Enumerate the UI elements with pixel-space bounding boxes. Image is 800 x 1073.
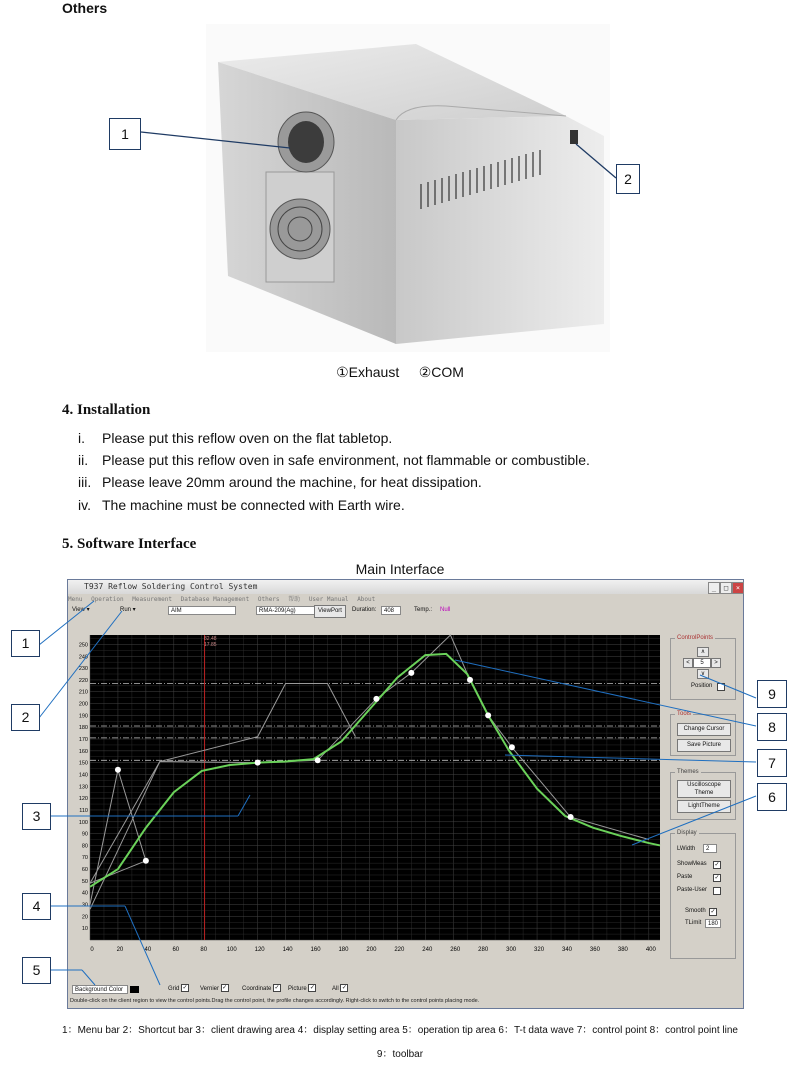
background-color-swatch[interactable] [130,986,139,993]
paste-user-label: Paste-User [677,887,708,893]
grid-option[interactable] [168,984,189,994]
menu-item-others[interactable]: Others [257,596,280,603]
y-tick-label: 120 [78,796,88,803]
coordinate-option[interactable] [242,984,281,994]
profile-select[interactable]: RMA-209(Ag) [256,606,322,615]
y-tick-label: 10 [81,926,88,933]
photo-caption [0,364,800,381]
x-tick-label: 100 [226,947,237,953]
vernier-option[interactable] [200,984,229,994]
legend-line-1: 1：Menu bar 2：Shortcut bar 3：client drawing area 4：display setting area 5：operation tip area 6：T-t data wave 7：control point 8：control point line [62,1025,738,1036]
coordinate-label: Coordinate [242,986,272,992]
x-tick-label: 380 [617,947,628,953]
vernier-label: Vernier [200,986,220,992]
y-tick-label: 110 [79,807,88,814]
view-dropdown[interactable]: View ▾ [72,607,90,613]
installation-item [78,497,405,513]
control-point [315,757,321,763]
title-bar [68,580,743,594]
y-tick-label: 190 [78,713,88,720]
caption-exhaust: ①Exhaust [336,364,400,380]
item-number: i. [78,430,85,446]
paste-checkbox[interactable]: ✓ [714,875,720,881]
cursor-readout [204,636,217,648]
x-tick-label: 60 [172,947,180,953]
control-point [467,677,473,683]
view-label: View [72,607,85,613]
temp-label: Temp.: [414,607,433,613]
app-window [67,579,744,1009]
annotation-9: 9 [757,680,787,708]
y-tick-label: 50 [81,878,88,885]
control-point [408,670,414,676]
control-point [115,767,121,773]
y-tick-label: 30 [81,902,88,909]
cursor-readout-y: 17.85 [204,642,217,648]
main-interface-title: Main Interface [355,561,445,577]
menu-bar [68,595,743,605]
vernier-checkbox[interactable]: ✓ [222,985,228,992]
y-tick-label: 60 [81,867,88,874]
y-tick-label: 140 [78,772,88,779]
tools-label: Tools [677,711,692,717]
lwidth-label: LWidth [677,846,696,852]
x-tick-label: 160 [310,947,321,953]
annotation-1: 1 [11,630,40,657]
legend-line-2: 9：toolbar [376,1049,424,1060]
lwidth-input[interactable]: 2 [703,844,717,853]
viewport-button[interactable]: ViewPort [314,605,346,618]
menu-item-measurement[interactable]: Measurement [132,596,172,603]
cursor-readout-x: 82.48 [204,636,217,642]
x-tick-label: 360 [589,947,600,953]
annotation-8: 8 [757,713,787,741]
annotation-7: 7 [757,749,787,777]
annotation-4: 4 [22,893,51,920]
x-tick-label: 140 [282,947,293,953]
x-tick-label: 220 [394,947,405,953]
cp-index-field[interactable]: 5 [693,658,711,668]
annotation-3: 3 [22,803,51,830]
control-point-line [90,683,355,909]
showmeas-checkbox[interactable]: ✓ [714,862,720,868]
menu-item-menu[interactable]: Menu [68,596,83,603]
picture-checkbox[interactable]: ✓ [309,985,315,992]
menu-item-help[interactable]: 帮助 [288,596,301,603]
installation-item [78,474,482,490]
y-tick-label: 160 [78,748,88,755]
y-tick-label: 70 [81,855,88,862]
annotation-6: 6 [757,783,787,811]
x-tick-label: 0 [90,947,94,953]
menu-item-database[interactable]: Database Management [180,596,250,603]
installation-item [78,452,590,468]
x-tick-label: 180 [338,947,349,953]
reflow-chart [90,635,660,940]
photo-callout-1: 1 [109,118,141,150]
item-number: iii. [78,474,92,490]
heading-others: Others [62,0,108,16]
close-button[interactable]: × [732,582,744,594]
x-tick-label: 280 [478,947,489,953]
x-tick-label: 320 [534,947,545,953]
save-picture-button[interactable]: Save Picture [677,739,731,752]
menu-item-about[interactable]: About [357,596,376,603]
all-label: All [332,986,339,992]
heading-software: 5. Software Interface [62,536,197,552]
control-point [143,858,149,864]
coordinate-checkbox[interactable]: ✓ [274,985,280,992]
cp-up-button[interactable]: ∧ [697,647,709,657]
all-option[interactable] [332,984,348,994]
picture-option[interactable] [288,984,316,994]
x-tick-label: 40 [144,947,152,953]
cp-right-button[interactable]: > [711,658,721,668]
position-checkbox[interactable] [717,683,725,691]
run-dropdown[interactable]: Run ▾ [120,607,136,613]
change-cursor-button[interactable]: Change Cursor [677,723,731,736]
y-tick-label: 20 [81,914,88,921]
tools-group [670,711,736,756]
shortcut-bar [68,605,743,619]
x-tick-label: 80 [200,947,208,953]
themes-group [670,769,736,820]
oscilloscope-theme-button[interactable]: Uscilloscope Theme [677,780,731,798]
item-text: The machine must be connected with Earth wire. [102,497,405,513]
y-tick-label: 170 [78,737,88,744]
y-tick-label: 180 [78,725,88,732]
grid-checkbox[interactable]: ✓ [182,985,188,992]
x-tick-label: 340 [561,947,573,953]
controlpoints-group [670,635,736,700]
display-label: Display [677,830,697,836]
x-tick-label: 260 [450,947,461,953]
y-tick-label: 40 [81,890,88,897]
y-tick-label: 230 [78,666,88,673]
y-tick-label: 100 [78,819,88,826]
showmeas-label: ShowMeas [677,861,707,867]
annotation-2: 2 [11,704,40,731]
display-settings-area [70,984,660,994]
duration-input[interactable]: 408 [381,606,401,615]
x-axis-labels [92,942,662,952]
controlpoints-label: ControlPoints [677,635,714,641]
smooth-label: Smooth [685,908,706,914]
y-tick-label: 200 [78,701,88,708]
photo-callout-2: 2 [616,164,640,194]
x-tick-label: 240 [422,947,433,953]
paste-user-checkbox[interactable] [713,887,721,895]
tlimit-label: TLimit [685,920,702,926]
y-axis-labels [70,635,90,945]
x-tick-label: 200 [366,947,377,953]
item-number: ii. [78,452,89,468]
minimize-button[interactable]: _ [708,582,720,594]
operation-tip-area: Double-click on the client region to view the control points.Drag the control point, the profile changes accordingly. Right-click to switch to the control points placing mode. [70,998,480,1004]
y-tick-label: 80 [81,843,88,850]
light-theme-button[interactable]: LightTheme [677,800,731,813]
toolbar-panel [668,630,740,980]
control-point [485,712,491,718]
menu-item-operation[interactable]: Operation [91,596,124,603]
item-number: iv. [78,497,91,513]
t-t-data-wave [90,654,660,887]
y-tick-label: 130 [78,784,88,791]
tlimit-input[interactable]: 180 [705,919,721,928]
cp-left-button[interactable]: < [683,658,693,668]
y-tick-label: 250 [78,642,88,649]
x-tick-label: 120 [254,947,265,953]
control-point [373,696,379,702]
maximize-button[interactable]: □ [720,582,732,594]
duration-label: Duration: [352,607,377,613]
themes-label: Themes [677,769,699,775]
control-point [568,814,574,820]
caption-com: ②COM [418,364,464,380]
display-group [670,830,736,959]
run-label: Run [120,607,132,613]
machine-photo [206,24,610,352]
alloy-select[interactable]: AIM [168,606,236,615]
installation-item [78,430,392,446]
position-label: Position [691,683,713,689]
window-title: T937 Reflow Soldering Control System [84,582,258,591]
item-text: Please put this reflow oven in safe environment, not flammable or combustible. [102,452,590,468]
item-text: Please put this reflow oven on the flat tabletop. [102,430,393,446]
grid-label: Grid [168,986,180,992]
temp-value: Null [440,607,451,613]
annotation-5: 5 [22,957,51,984]
y-tick-label: 90 [81,831,88,838]
heading-installation: 4. Installation [62,402,151,418]
y-tick-label: 210 [78,689,88,696]
x-tick-label: 400 [645,947,656,953]
item-text: Please leave 20mm around the machine, for heat dissipation. [102,474,482,490]
x-tick-label: 20 [116,947,124,953]
y-tick-label: 150 [78,760,88,767]
smooth-checkbox[interactable]: ✓ [710,909,716,915]
client-drawing-area[interactable] [90,635,660,940]
picture-label: Picture [288,986,307,992]
all-checkbox[interactable]: ✓ [341,985,347,992]
control-point [255,760,261,766]
control-point [509,744,515,750]
y-tick-label: 240 [78,654,88,661]
menu-item-user-manual[interactable]: User Manual [308,596,349,603]
paste-label: Paste [677,874,693,880]
x-tick-label: 300 [506,947,517,953]
y-tick-label: 220 [78,677,88,684]
cp-down-button[interactable]: ∨ [697,669,709,679]
background-color-select[interactable]: Background Color [72,985,128,994]
